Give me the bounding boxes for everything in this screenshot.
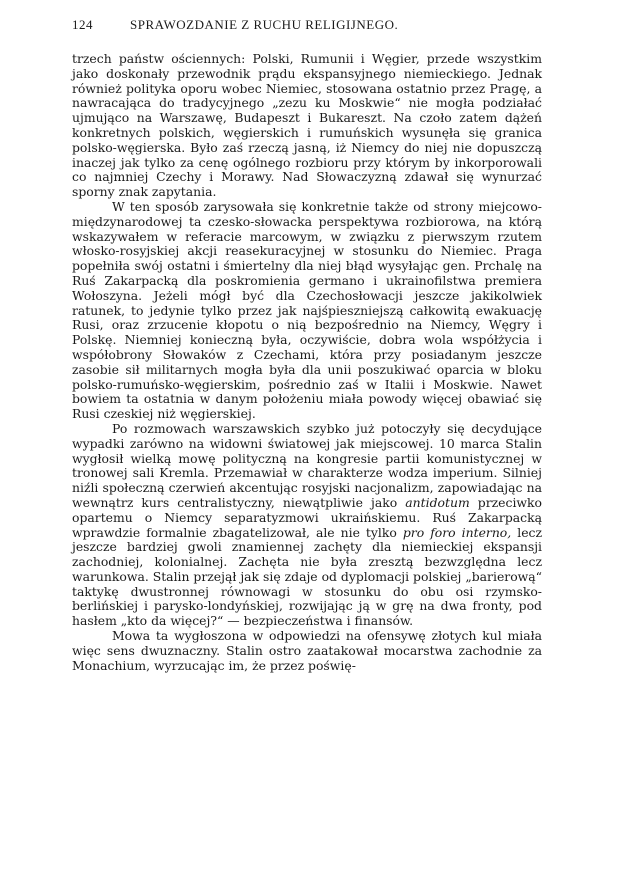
- paragraph-3: [72, 422, 542, 629]
- italic-term-antidotum: antidotum: [405, 494, 470, 510]
- page-header: [72, 16, 537, 34]
- page-number: 124: [72, 17, 93, 32]
- paragraph-2: W ten sposób zarysowała się konkretnie także od strony miejcowo-międzynarodowej ta czesko-słowacka perspektywa rozbiorowa, na którą wskazywałem w referacie marcowym, w związku z pierwszym rzutem włosko-rosyjskiej akcji reasekuracyjnej w stosunku do Niemiec. Praga popełniła swój ostatni i śmiertelny dla niej błąd wysyłając gen. Prchalę na Ruś Zakarpacką dla poskromienia germano i ukrainofilstwa premiera Wołoszyna. Jeżeli mógł być dla Czechosłowacji jeszcze jakikolwiek ratunek, to jedynie tylko przez jak najśpieszniejszą całkowitą ewakuację Rusi, oraz zrzucenie kłopotu o nią bezpośrednio na Niemcy, Węgry i Polskę. Niemniej konieczną była, oczywiście, dobra wola współżycia i współobrony Słowaków z Czechami, która przy posiadanym jeszcze zasobie sił militarnych mogła była dla unii poszukiwać oparcia w bloku polsko-rumuńsko-węgierskim, pośrednio zaś w Italii i Moskwie. Nawet bowiem ta ostatnia w danym położeniu miała powody więcej obawiać się Rusi czeskiej niż węgierskiej.: [72, 198, 542, 422]
- text-segment: Po rozmowach warszawskich szybko już potoczyły się decydujące wypadki zarówno na widowni światowej jak miejscowej. 10 marca Stalin wygłosił wielką mowę polityczną na kongresie partii komunistycznej w tronowej sali Kremla. Przemawiał w charakterze wodza imperium. Silniej niźli społeczną czerwień akcentując rosyjski nacjonalizm, zapowiadając na wewnątrz kurs centralistyczny, niewątpliwie jako: [72, 420, 542, 510]
- body-text: [72, 52, 542, 673]
- italic-term-pro-foro-interno: pro foro interno,: [402, 524, 512, 540]
- paragraph-4: Mowa ta wygłoszona w odpowiedzi na ofensywę złotych kul miała więc sens dwuznaczny. Stalin ostro zaatakował mocarstwa zachodnie za Monachium, wyrzucając im, że przez poświę-: [72, 628, 542, 673]
- running-head: SPRAWOZDANIE Z RUCHU RELIGIJNEGO.: [130, 17, 399, 32]
- text-segment: lecz jeszcze bardziej gwoli znamiennej zachęty dla niemieckiej ekspansji zachodniej, kolonialnej. Zachęta nie była zresztą bezwzględna lecz warunkowa. Stalin przejął jak się zdaje od dyplomacji polskiej „barierową“ taktykę dwustronnej równowagi w stosunku do obu osi rzymsko-berlińskiej i parysko-londyńskiej, rozwijając ją w grę na dwa fronty, pod hasłem „kto da więcej?“ — bezpieczeństwa i finansów.: [72, 524, 542, 629]
- paragraph-1: trzech państw ościennych: Polski, Rumunii i Węgier, przede wszystkim jako doskonały przewodnik prądu ekspansyjnego niemieckiego. Jednak również polityka oporu wobec Niemiec, stosowana ostatnio przez Pragę, a nawracająca do tradycyjnego „zezu ku Moskwie“ nie mogła podziałać ujmująco na Warszawę, Budapeszt i Bukareszt. Na czoło zatem dążeń konkretnych polskich, węgierskich i rumuńskich wysunęła się granica polsko-węgierska. Było zaś rzeczą jasną, iż Niemcy do niej nie dopuszczą inaczej jak tylko za cenę ogólnego rozbioru przy którym by inkorporowali co najmniej Czechy i Morawy. Nad Słowaczyzną zdawał się wynurzać sporny znak zapytania.: [72, 51, 542, 200]
- text-segment: przeciwko opartemu o Niemcy separatyzmowi ukraińskiemu. Ruś Zakarpacką wprawdzie formalnie zbagatelizował, ale nie tylko: [72, 494, 542, 540]
